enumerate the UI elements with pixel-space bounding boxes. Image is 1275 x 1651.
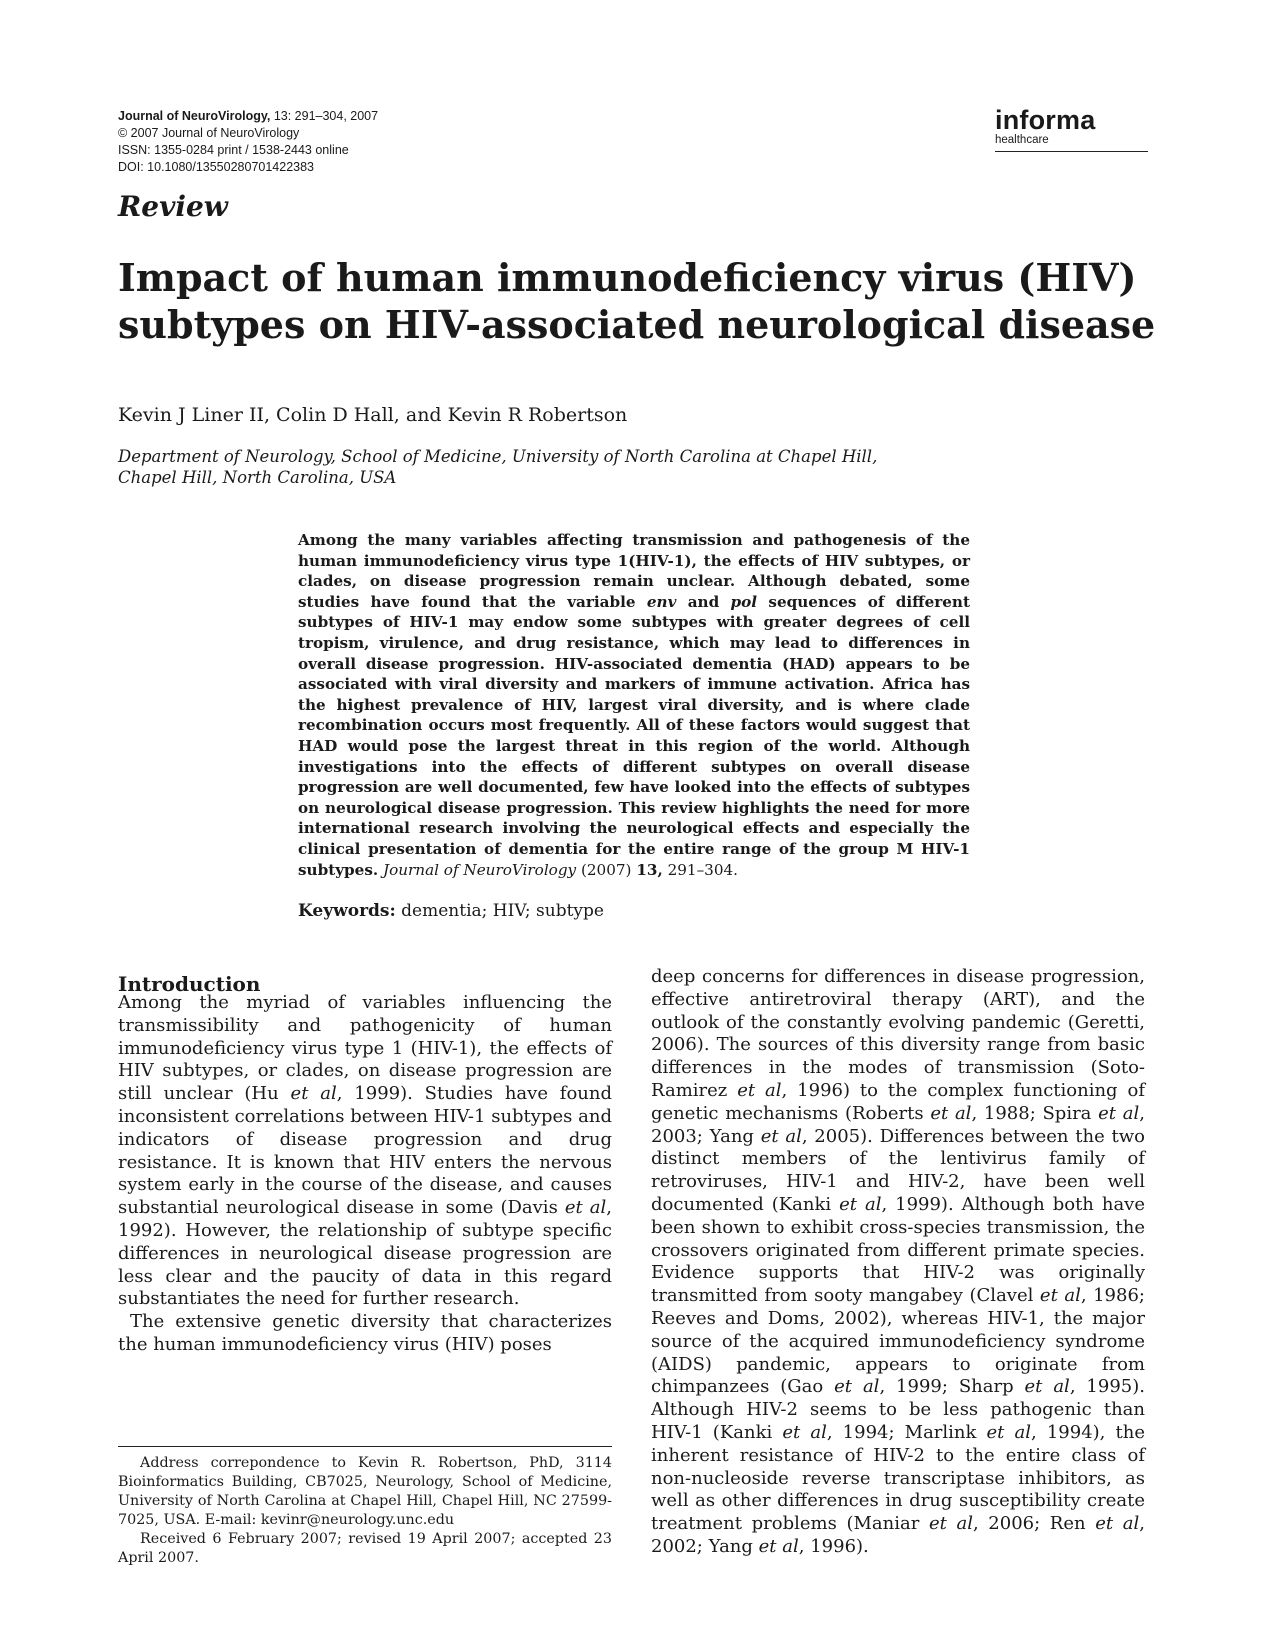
publisher-logo-tagline: healthcare bbox=[995, 134, 1049, 146]
text-run: , 1988; Spira bbox=[971, 1102, 1099, 1124]
author-list: Kevin J Liner II, Colin D Hall, and Kevin R Robertson bbox=[118, 404, 628, 426]
abstract-and: and bbox=[676, 592, 731, 611]
text-run: , 1999). Studies have found inconsistent correlations between HIV-1 subtypes and indicators of disease progression and drug resistance. It is known that HIV enters the nervous system early in the course of the disease, and causes substantial neurological disease in some (Davis bbox=[118, 1083, 612, 1219]
et-al: et al bbox=[930, 1102, 972, 1124]
doi-line: DOI: 10.1080/13550280701422383 bbox=[118, 160, 315, 174]
correspondence-address: Address correpondence to Kevin R. Robertson, PhD, 3114 Bioinformatics Building, CB7025, Neurology, School of Medicine, University of North Carolina at Chapel Hill, Chapel Hill, NC 27599-7025, USA. E-mail: kevinr@neurology.unc.edu bbox=[118, 1455, 612, 1528]
text-run: , 2003; Yang bbox=[651, 1102, 1145, 1147]
abstract-env: env bbox=[646, 592, 677, 611]
paragraph bbox=[118, 992, 612, 1311]
et-al: et al bbox=[564, 1197, 607, 1219]
article-title bbox=[118, 254, 1178, 348]
abstract-journal-ref: Journal of NeuroVirology bbox=[378, 860, 577, 879]
body-column-right bbox=[651, 966, 1145, 1559]
text-run: deep concerns for differences in disease progression, effective antiretroviral therapy (ART), and the outlook of the constantly evolving pandemic (Geretti, 2006). The sources of this diversity range from basic differences in the modes of transmission (Soto-Ramirez bbox=[651, 966, 1145, 1101]
text-run: , 1994), the inherent resistance of HIV-2 to the entire class of non-nucleoside reverse transcriptase inhibitors, as well as other differences in drug susceptibility create treatment problems (Maniar bbox=[651, 1421, 1145, 1535]
publisher-logo-name: informa bbox=[995, 105, 1096, 135]
text-run: , 1996). bbox=[798, 1535, 869, 1557]
text-run: , 2006; Ren bbox=[972, 1513, 1096, 1535]
footnote-divider bbox=[118, 1446, 612, 1447]
et-al: et al bbox=[1024, 1376, 1070, 1398]
journal-header bbox=[118, 108, 378, 176]
journal-name: Journal of NeuroVirology, bbox=[118, 109, 271, 123]
abstract-pages: 291–304. bbox=[662, 860, 738, 879]
keywords-value: dementia; HIV; subtype bbox=[395, 901, 604, 921]
et-al: et al bbox=[1095, 1513, 1140, 1535]
abstract-pol: pol bbox=[730, 592, 758, 611]
et-al: et al bbox=[290, 1083, 337, 1105]
et-al: et al bbox=[928, 1513, 973, 1535]
text-run: , 1995). Although HIV-2 seems to be less pathogenic than HIV-1 (Kanki bbox=[651, 1376, 1145, 1443]
text-run: , 1996) to the complex functioning of genetic mechanisms (Roberts bbox=[651, 1079, 1145, 1124]
text-run: , 1986; Reeves and Doms, 2002), whereas HIV-1, the major source of the acquired immunodeficiency syndrome (AIDS) pandemic, appears to originate from chimpanzees (Gao bbox=[651, 1285, 1145, 1398]
section-heading-introduction: Introduction bbox=[118, 972, 261, 996]
title-line-2: subtypes on HIV-associated neurological disease bbox=[118, 302, 1156, 347]
abstract bbox=[298, 530, 970, 880]
abstract-text-1: Among the many variables affecting transmission and pathogenesis of the human immunodeficiency virus type 1(HIV-1), the effects of HIV subtypes, or clades, on disease progression remain unclear. Although debated, some studies have found that the variable bbox=[298, 531, 970, 611]
footnote bbox=[118, 1454, 612, 1568]
et-al: et al bbox=[737, 1079, 782, 1101]
paragraph bbox=[651, 966, 1145, 1559]
copyright-line: © 2007 Journal of NeuroVirology bbox=[118, 126, 300, 140]
body-column-left bbox=[118, 992, 612, 1357]
et-al: et al bbox=[834, 1376, 880, 1398]
article-type: Review bbox=[118, 190, 228, 223]
publisher-logo bbox=[995, 106, 1148, 152]
text-run: , 1999; Sharp bbox=[879, 1376, 1025, 1398]
abstract-text-2: sequences of different subtypes of HIV-1 may endow some subtypes with greater degrees of cell tropism, virulence, and drug resistance, which may lead to differences in overall disease progression. HIV-associated dementia (HAD) appears to be associated with viral diversity and markers of immune activation. Africa has the highest prevalence of HIV, largest viral diversity, and is where clade recombination occurs most frequently. All of these factors would suggest that HAD would pose the largest threat in this region of the world. Although investigations into the effects of different subtypes on overall disease progression are well documented, few have looked into the effects of subtypes on neurological disease progression. This review highlights the need for more international research involving the neurological effects and especially the clinical presentation of dementia for the entire range of the group M HIV-1 subtypes. bbox=[298, 592, 970, 879]
received-dates: Received 6 February 2007; revised 19 April 2007; accepted 23 April 2007. bbox=[118, 1531, 612, 1566]
paragraph: The extensive genetic diversity that characterizes the human immunodeficiency virus (HIV) poses bbox=[118, 1311, 612, 1355]
et-al: et al bbox=[760, 1125, 802, 1147]
et-al: et al bbox=[1039, 1285, 1081, 1307]
et-al: et al bbox=[986, 1421, 1032, 1443]
affiliation bbox=[118, 446, 877, 488]
et-al: et al bbox=[782, 1421, 827, 1443]
abstract-volume: 13, bbox=[636, 860, 663, 879]
title-line-1: Impact of human immunodeficiency virus (HIV) bbox=[118, 255, 1137, 300]
et-al: et al bbox=[758, 1535, 799, 1557]
keywords-label: Keywords: bbox=[298, 901, 396, 921]
text-run: , 2002; Yang bbox=[651, 1513, 1145, 1557]
affiliation-line-2: Chapel Hill, North Carolina, USA bbox=[118, 468, 397, 487]
text-run: Among the myriad of variables influencing the transmissibility and pathogenicity of human immunodeficiency virus type 1 (HIV-1), the effects of HIV subtypes, or clades, on disease progression are still unclear (Hu bbox=[118, 992, 612, 1105]
issn-line: ISSN: 1355-0284 print / 1538-2443 online bbox=[118, 143, 349, 157]
et-al: et al bbox=[839, 1193, 882, 1215]
text-run: , 2005). Differences between the two distinct members of the lentivirus family of retroviruses, HIV-1 and HIV-2, have been well documented (Kanki bbox=[651, 1125, 1145, 1215]
text-run: , 1999). Although both have been shown to exhibit cross-species transmission, the crossovers originated from different primate species. Evidence supports that HIV-2 was originally transmitted from sooty mangabey (Clavel bbox=[651, 1193, 1145, 1307]
text-run: , 1994; Marlink bbox=[826, 1421, 987, 1443]
et-al: et al bbox=[1098, 1102, 1140, 1124]
affiliation-line-1: Department of Neurology, School of Medicine, University of North Carolina at Chapel Hill, bbox=[118, 447, 878, 466]
journal-citation: 13: 291–304, 2007 bbox=[270, 109, 379, 123]
abstract-year: (2007) bbox=[576, 860, 637, 879]
keywords bbox=[298, 901, 604, 921]
text-run: , 1992). However, the relationship of subtype specific differences in neurological disease progression are less clear and the paucity of data in this regard substantiates the need for further research. bbox=[118, 1197, 612, 1310]
